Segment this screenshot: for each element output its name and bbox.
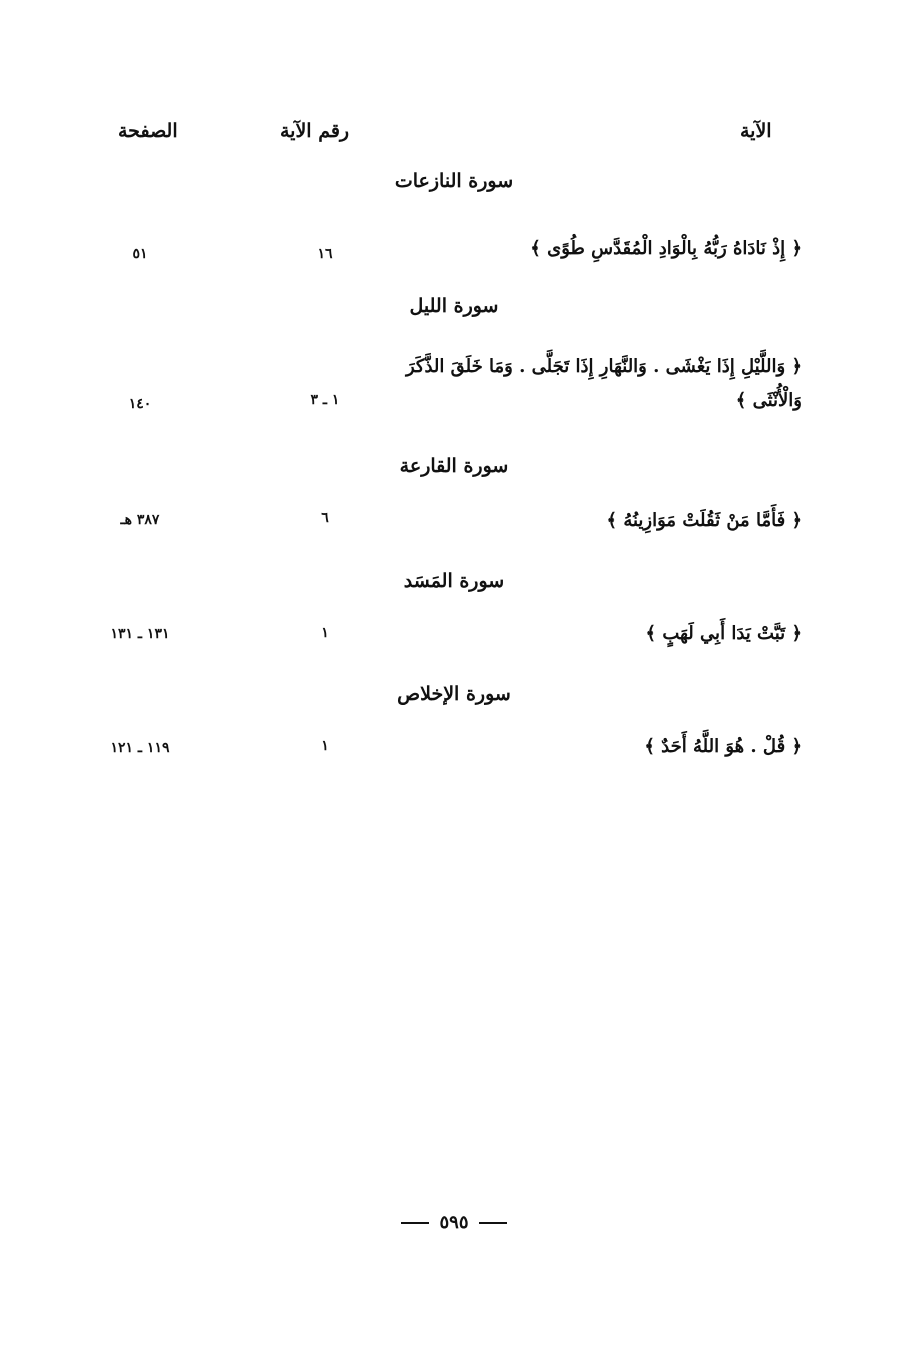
column-header-verse: الآية: [740, 120, 772, 142]
surah-heading: سورة الإخلاص: [397, 683, 511, 705]
footer-dash: [401, 1222, 429, 1224]
column-header-page: الصفحة: [118, 120, 178, 142]
verse-number: ١٦: [317, 246, 333, 262]
page-reference: ٣٨٧ هـ: [120, 512, 160, 528]
verse-text: ﴿ تَبَّتْ يَدَا أَبِي لَهَبٍ ﴾: [645, 623, 802, 644]
verse-number: ٦: [321, 510, 329, 526]
page-reference: ١٤٠: [128, 396, 152, 412]
verse-text: ﴿ فَأَمَّا مَنْ ثَقُلَتْ مَوَازِينُهُ ﴾: [606, 510, 802, 531]
verse-text: ﴿ إِذْ نَادَاهُ رَبُّهُ بِالْوَادِ الْمُقَدَّسِ طُوًى ﴾: [530, 238, 802, 259]
footer-dash: [479, 1222, 507, 1224]
verse-number: ١: [321, 625, 329, 641]
page-reference: ١٣١ ـ ١٣١: [110, 626, 170, 642]
page-reference: ٥١: [132, 246, 148, 262]
page-footer: [0, 1212, 908, 1233]
surah-heading: سورة الليل: [409, 295, 499, 317]
verse-text: ﴿ وَاللَّيْلِ إِذَا يَغْشَى . وَالنَّهَارِ إِذَا تَجَلَّى . وَمَا خَلَقَ الذَّكَرَ وَالْأُنْثَى ﴾: [405, 356, 802, 411]
verse-number: ١: [321, 738, 329, 754]
page-reference: ١١٩ ـ ١٢١: [110, 740, 170, 756]
column-header-verse-number: رقم الآية: [280, 120, 350, 142]
verse-number: ١ ـ ٣: [310, 392, 340, 408]
verse-text: ﴿ قُلْ . هُوَ اللَّهُ أَحَدٌ ﴾: [644, 736, 802, 757]
surah-heading: سورة النازعات: [394, 170, 514, 192]
surah-heading: سورة المَسَد: [403, 570, 505, 592]
surah-heading: سورة القارعة: [399, 455, 509, 477]
page-number: ٥٩٥: [439, 1212, 469, 1233]
